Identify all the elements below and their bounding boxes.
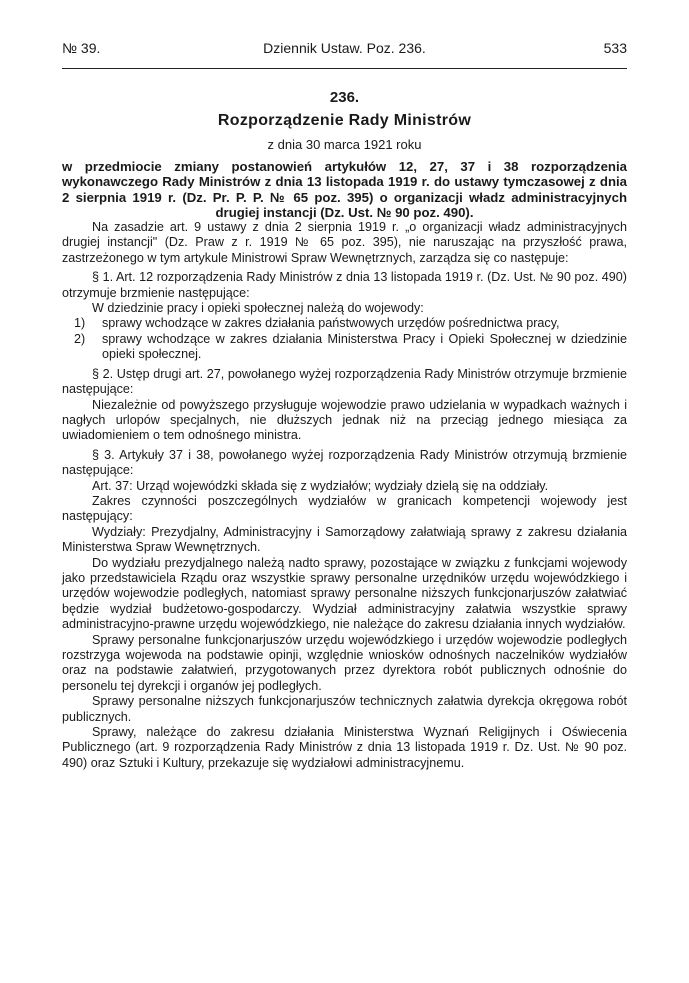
document-date: z dnia 30 marca 1921 roku bbox=[267, 136, 422, 152]
list-marker: 2) bbox=[74, 331, 86, 346]
article-37-text: Art. 37: Urząd wojewódzki składa się z wydziałów; wydziały dzielą się na oddziały. bbox=[92, 478, 549, 493]
document-subject: w przedmiocie zmiany postanowień artykułów 12, 27, 37 i 38 rozporządzenia wykonawczego Rady Ministrów z dnia 13 listopada 1919 r. do ustawy tymczasowej z dnia 2 sierpnia 1919 r. (Dz. Pr. P. P. № 65 poz. 395) o organizacji władz administracyjnych drugiej instancji (Dz. Ust. № 90 poz. 490). bbox=[62, 159, 627, 220]
list-marker: 1) bbox=[74, 316, 86, 331]
position-number: 236. bbox=[329, 89, 360, 106]
preamble: Na zasadzie art. 9 ustawy z dnia 2 sierpnia 1919 r. „o organizacji władz administracyjnych drugiej instancji" (Dz. Praw z r. 1919 № 65 poz. 395), nie naruszając na przyszłość prawa, zastrzeżonego w tym artykule Ministrowi Spraw Wewnętrznych, zarządza się co następuje: bbox=[62, 220, 627, 265]
list-item-text: sprawy wchodzące w zakres działania Ministerstwa Pracy i Opieki Społecznej w dziedzinie opieki społecznej. bbox=[102, 331, 627, 362]
header-rule bbox=[62, 68, 627, 69]
list-item-text: sprawy wchodzące w zakres działania państwowych urzędów pośrednictwa pracy, bbox=[102, 316, 560, 331]
section-2-intro: § 2. Ustęp drugi art. 27, powołanego wyżej rozporządzenia Rady Ministrów otrzymuje brzmienie następujące: bbox=[62, 366, 627, 397]
journal-title: Dziennik Ustaw. Poz. 236. bbox=[263, 40, 426, 56]
section-1-intro: § 1. Art. 12 rozporządzenia Rady Ministrów z dnia 13 listopada 1919 r. (Dz. Ust. № 90 poz. 490) otrzymuje brzmienie następujące: bbox=[62, 270, 627, 300]
section-3-paragraph: Sprawy, należące do zakresu działania Ministerstwa Wyznań Religijnych i Oświecenia Publicznego (art. 9 rozporządzenia Rady Ministrów z dnia 13 listopada 1919 r. Dz. Ust. № 90 poz. 490) oraz Sztuki i Kultury, przekazuje się wydziałowi administracyjnemu. bbox=[62, 725, 627, 770]
section-3-paragraph: Zakres czynności poszczególnych wydziałów w granicach kompetencji wojewody jest następujący: bbox=[62, 493, 627, 524]
section-3-paragraph: Sprawy personalne funkcjonarjuszów urzędu wojewódzkiego i urzędów wojewodzie podległych rozstrzyga wojewoda na podstawie opinji, względnie wniosków odnośnych naczelników wydziałów oraz na podstawie załatwień, przygotowanych przez dyrektora robót publicznych odnośnie do personelu tej dyrekcji i organów jej podległych. bbox=[62, 632, 627, 693]
issue-number: № 39. bbox=[62, 40, 101, 56]
section-1-list bbox=[62, 316, 627, 362]
page-header bbox=[62, 40, 627, 62]
list-item bbox=[62, 316, 627, 331]
section-3-paragraph: Sprawy personalne niższych funkcjonarjuszów technicznych załatwia dyrekcja okręgowa robót publicznych. bbox=[62, 694, 627, 724]
document-title: Rozporządzenie Rady Ministrów bbox=[217, 112, 472, 130]
section-2-text: Niezależnie od powyższego przysługuje wojewodzie prawo udzielania w wypadkach ważnych i nagłych urlopów specjalnych, nie dłuższych jednak niż na przeciąg jednego miesiąca za uwiadomieniem o tem odnośnego ministra. bbox=[62, 397, 627, 443]
section-3-intro: § 3. Artykuły 37 i 38, powołanego wyżej rozporządzenia Rady Ministrów otrzymują brzmienie następujące: bbox=[62, 447, 627, 478]
page-number: 533 bbox=[603, 40, 627, 56]
document-body bbox=[62, 90, 627, 771]
section-1-lead: W dziedzinie pracy i opieki społecznej należą do wojewody: bbox=[92, 301, 424, 316]
section-3-paragraph: Do wydziału prezydjalnego należą nadto sprawy, pozostające w związku z funkcjami wojewody jako przedstawiciela Rządu oraz wszystkie sprawy personalne urzędników urzędu wojewódzkiego i urzędów wojewodzie podległych, natomiast sprawy personalne niższych funkcjonarjuszów załatwiać będzie wydział budżetowo-gospodarczy. Wydział administracyjny załatwia wszystkie sprawy administracyjno-prawne urzędu wojewódzkiego, nie należące do zakresu działania innych wydziałów. bbox=[62, 555, 627, 632]
list-item bbox=[62, 332, 627, 363]
section-3-paragraph: Wydziały: Prezydjalny, Administracyjny i Samorządowy załatwiają sprawy z zakresu działania Ministerstwa Spraw Wewnętrznych. bbox=[62, 524, 627, 555]
